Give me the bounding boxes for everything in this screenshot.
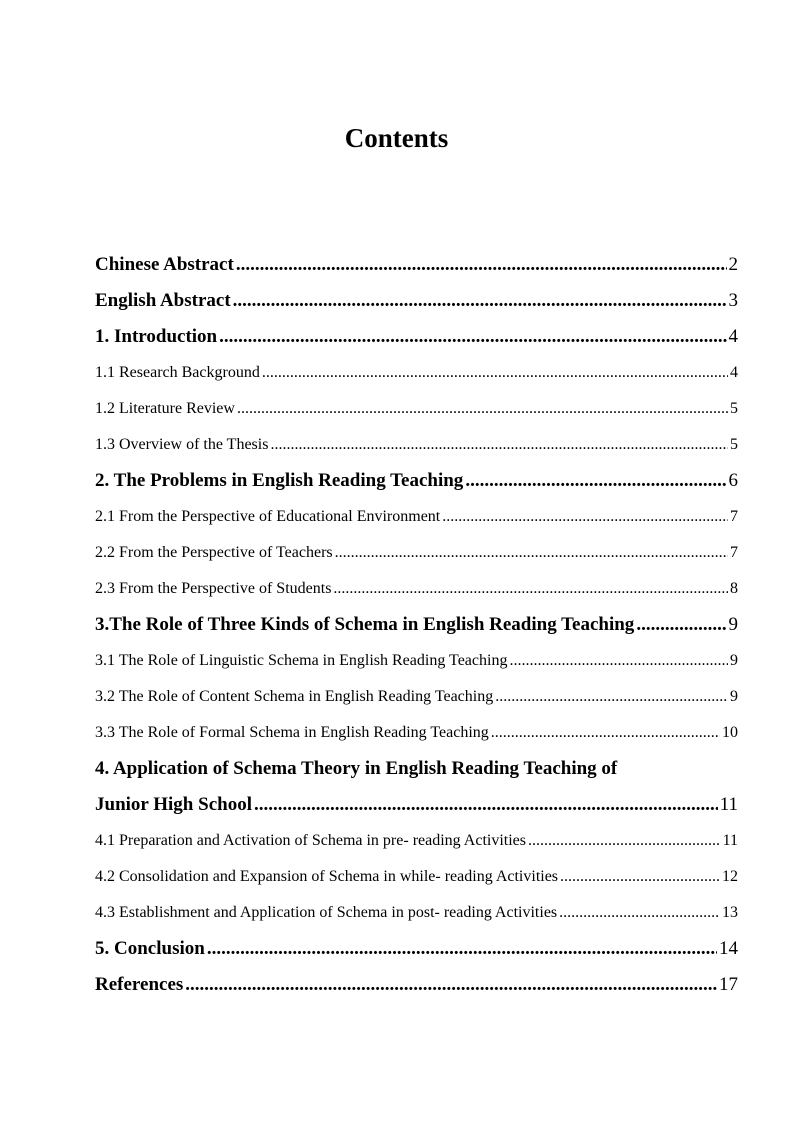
toc-leader-dots — [559, 895, 720, 931]
toc-page-number: 7 — [730, 508, 738, 525]
toc-page-number: 7 — [730, 544, 738, 561]
toc-entry-application[interactable] — [95, 787, 738, 823]
toc-page-number: 9 — [730, 688, 738, 705]
toc-entry-references[interactable] — [95, 967, 738, 1003]
toc-page-number: 8 — [730, 580, 738, 597]
toc-entry-label: 2.2 From the Perspective of Teachers — [95, 535, 335, 571]
toc-entry-research-background[interactable] — [95, 355, 738, 391]
toc-entry-conclusion[interactable] — [95, 931, 738, 967]
toc-entry-label: 1.1 Research Background — [95, 355, 262, 391]
toc-entry-english-abstract[interactable] — [95, 283, 738, 319]
toc-page-number: 9 — [728, 614, 738, 635]
toc-entry-educational-environment[interactable] — [95, 499, 738, 535]
toc-entry-linguistic-schema[interactable] — [95, 643, 738, 679]
toc-leader-dots — [219, 319, 726, 355]
toc-page-number: 3 — [728, 290, 738, 311]
toc-leader-dots — [335, 535, 728, 571]
toc-page-number: 5 — [730, 400, 738, 417]
toc-entry-problems[interactable] — [95, 463, 738, 499]
toc-leader-dots — [236, 247, 727, 283]
toc-leader-dots — [207, 931, 717, 967]
toc-entry-students[interactable] — [95, 571, 738, 607]
toc-entry-label: 3.1 The Role of Linguistic Schema in English Reading Teaching — [95, 643, 509, 679]
toc-leader-dots — [491, 715, 720, 751]
toc-page-number: 4 — [730, 364, 738, 381]
toc-leader-dots — [270, 427, 728, 463]
toc-entry-label: Junior High School — [95, 787, 254, 823]
toc-page-number: 12 — [722, 868, 738, 885]
toc-entry-label: 3.The Role of Three Kinds of Schema in English Reading Teaching — [95, 607, 636, 643]
toc-page-number: 5 — [730, 436, 738, 453]
toc-entry-content-schema[interactable] — [95, 679, 738, 715]
toc-leader-dots — [262, 355, 728, 391]
toc-entry-while-reading[interactable] — [95, 859, 738, 895]
toc-page-number: 13 — [722, 904, 738, 921]
toc-leader-dots — [509, 643, 728, 679]
toc-page-number: 11 — [722, 832, 738, 849]
toc-entry-role-of-schema[interactable] — [95, 607, 738, 643]
toc-page-number: 17 — [719, 974, 738, 995]
toc-entry-introduction[interactable] — [95, 319, 738, 355]
toc-entry-label: 2.1 From the Perspective of Educational Environment — [95, 499, 442, 535]
toc-leader-dots — [528, 823, 721, 859]
toc-leader-dots — [560, 859, 720, 895]
toc-leader-dots — [442, 499, 728, 535]
toc-leader-dots — [233, 283, 727, 319]
toc-entry-overview-of-thesis[interactable] — [95, 427, 738, 463]
toc-entry-formal-schema[interactable] — [95, 715, 738, 751]
table-of-contents — [95, 247, 738, 1003]
toc-page-number: 10 — [722, 724, 738, 741]
toc-leader-dots — [185, 967, 717, 1003]
toc-entry-literature-review[interactable] — [95, 391, 738, 427]
toc-entry-label: 4.2 Consolidation and Expansion of Schema in while- reading Activities — [95, 859, 560, 895]
toc-entry-label: 2.3 From the Perspective of Students — [95, 571, 333, 607]
toc-entry-label: English Abstract — [95, 283, 233, 319]
toc-entry-label: 3.2 The Role of Content Schema in English Reading Teaching — [95, 679, 495, 715]
toc-entry-post-reading[interactable] — [95, 895, 738, 931]
toc-entry-label: 5. Conclusion — [95, 931, 207, 967]
toc-entry-label: References — [95, 967, 185, 1003]
toc-leader-dots — [254, 787, 718, 823]
toc-entry-pre-reading[interactable] — [95, 823, 738, 859]
page-title: Contents — [344, 123, 449, 153]
toc-entry-label: 4.3 Establishment and Application of Schema in post- reading Activities — [95, 895, 559, 931]
toc-entry-label: 2. The Problems in English Reading Teaching — [95, 463, 465, 499]
toc-page-number: 14 — [719, 938, 738, 959]
toc-entry-label: 4.1 Preparation and Activation of Schema in pre- reading Activities — [95, 823, 528, 859]
toc-page-number: 6 — [728, 470, 738, 491]
toc-page-number: 9 — [730, 652, 738, 669]
toc-leader-dots — [237, 391, 728, 427]
toc-entry-label: 1.2 Literature Review — [95, 391, 237, 427]
toc-page-number: 11 — [719, 794, 738, 815]
toc-page-number: 4 — [728, 326, 738, 347]
toc-entry-label: Chinese Abstract — [95, 247, 236, 283]
toc-entry-teachers[interactable] — [95, 535, 738, 571]
toc-entry-chinese-abstract[interactable] — [95, 247, 738, 283]
toc-leader-dots — [495, 679, 728, 715]
toc-leader-dots — [465, 463, 726, 499]
toc-entry-label: 3.3 The Role of Formal Schema in English Reading Teaching — [95, 715, 491, 751]
toc-entry-application-line1[interactable]: 4. Application of Schema Theory in English Reading Teaching of — [95, 758, 618, 779]
toc-leader-dots — [333, 571, 728, 607]
toc-leader-dots — [636, 607, 726, 643]
toc-page-number: 2 — [728, 254, 738, 275]
toc-entry-label: 1. Introduction — [95, 319, 219, 355]
toc-entry-label: 1.3 Overview of the Thesis — [95, 427, 270, 463]
